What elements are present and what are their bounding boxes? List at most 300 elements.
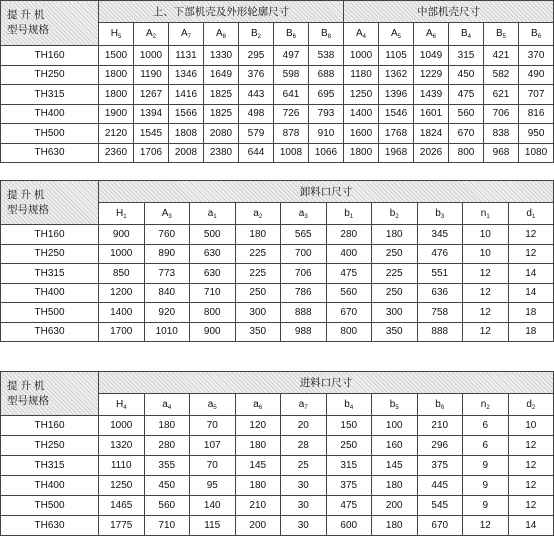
value-cell: 375	[417, 456, 463, 476]
value-cell: 12	[508, 476, 554, 496]
table-row	[1, 476, 554, 496]
column-subscript: 2	[486, 404, 490, 411]
value-cell: 1049	[414, 46, 449, 66]
value-cell: 12	[463, 303, 509, 323]
value-cell: 840	[144, 283, 190, 303]
table-row	[1, 65, 554, 85]
value-cell: 1346	[169, 65, 204, 85]
table-row	[1, 264, 554, 284]
model-header-line1: 提 升 机	[7, 188, 45, 201]
group-header-discharge: 卸料口尺寸	[99, 181, 554, 203]
table-row	[1, 322, 554, 342]
value-cell: 1250	[344, 85, 379, 105]
value-cell: 2380	[204, 143, 239, 163]
value-cell: 890	[144, 244, 190, 264]
model-cell: TH315	[1, 85, 99, 105]
value-cell: 1824	[414, 124, 449, 144]
dimension-table-casing	[0, 0, 554, 163]
column-symbol: b	[389, 207, 396, 219]
value-cell: 1706	[134, 143, 169, 163]
value-cell: 9	[463, 476, 509, 496]
value-cell: 1180	[344, 65, 379, 85]
value-cell: 6	[463, 416, 509, 436]
value-cell: 300	[372, 303, 418, 323]
value-cell: 1250	[99, 476, 145, 496]
column-subscript: 2	[395, 213, 399, 220]
column-subscript: 4	[167, 404, 172, 411]
column-header	[99, 23, 134, 46]
column-subscript: 6	[292, 34, 296, 40]
value-cell: 551	[417, 264, 463, 284]
value-cell: 1000	[99, 416, 145, 436]
column-symbol: H	[115, 207, 124, 219]
value-cell: 538	[309, 46, 344, 66]
value-cell: 315	[326, 456, 372, 476]
value-cell: 476	[417, 244, 463, 264]
value-cell: 12	[463, 322, 509, 342]
value-cell: 12	[508, 456, 554, 476]
value-cell: 1110	[99, 456, 145, 476]
column-header	[484, 23, 519, 46]
value-cell: 1396	[379, 85, 414, 105]
column-symbol: b	[435, 398, 441, 410]
table-row	[1, 303, 554, 323]
column-subscript: 4	[467, 34, 472, 40]
value-cell: 773	[144, 264, 190, 284]
value-cell: 695	[309, 85, 344, 105]
value-cell: 1545	[134, 124, 169, 144]
value-cell: 10	[463, 244, 509, 264]
column-symbol: A	[391, 28, 398, 39]
value-cell: 968	[484, 143, 519, 163]
column-symbol: d	[526, 398, 532, 410]
value-cell: 670	[417, 516, 463, 536]
column-symbol: A	[180, 28, 188, 39]
value-cell: 1600	[344, 124, 379, 144]
column-header	[134, 23, 169, 46]
value-cell: 1649	[204, 65, 239, 85]
value-cell: 1439	[414, 85, 449, 105]
column-header	[169, 23, 204, 46]
column-symbol: B	[531, 28, 538, 39]
value-cell: 498	[239, 104, 274, 124]
value-cell: 2120	[99, 124, 134, 144]
value-cell: 100	[372, 416, 418, 436]
value-cell: 1330	[204, 46, 239, 66]
value-cell: 1800	[344, 143, 379, 163]
value-cell: 888	[417, 322, 463, 342]
column-symbol: a	[207, 207, 214, 219]
value-cell: 710	[190, 283, 236, 303]
column-symbol: n	[480, 398, 487, 410]
model-header-line2: 型号规格	[7, 24, 49, 36]
column-symbol: b	[389, 398, 396, 410]
value-cell: 1229	[414, 65, 449, 85]
value-cell: 1700	[99, 322, 145, 342]
value-cell: 1000	[99, 244, 145, 264]
column-symbol: B	[285, 28, 293, 39]
value-cell: 225	[372, 264, 418, 284]
value-cell: 670	[449, 124, 484, 144]
value-cell: 12	[508, 225, 554, 245]
model-header-line1: 提 升 机	[7, 9, 45, 21]
value-cell: 760	[144, 225, 190, 245]
value-cell: 180	[235, 476, 281, 496]
column-subscript: 5	[502, 34, 507, 40]
value-cell: 636	[417, 283, 463, 303]
value-cell: 1066	[309, 143, 344, 163]
value-cell: 800	[449, 143, 484, 163]
dimension-table-feed	[0, 371, 554, 536]
value-cell: 400	[326, 244, 372, 264]
column-subscript: 2	[531, 404, 536, 411]
model-cell: TH250	[1, 244, 99, 264]
value-cell: 758	[417, 303, 463, 323]
value-cell: 14	[508, 264, 554, 284]
column-subscript: 1	[123, 213, 127, 220]
value-cell: 598	[274, 65, 309, 85]
table-row	[1, 516, 554, 536]
column-subscript: 5	[397, 34, 402, 40]
value-cell: 30	[281, 496, 327, 516]
value-cell: 12	[463, 516, 509, 536]
model-cell: TH315	[1, 456, 99, 476]
value-cell: 145	[235, 456, 281, 476]
value-cell: 1546	[379, 104, 414, 124]
column-symbol: a	[162, 398, 168, 410]
value-cell: 2080	[204, 124, 239, 144]
model-cell: TH630	[1, 322, 99, 342]
value-cell: 30	[281, 516, 327, 536]
value-cell: 200	[372, 496, 418, 516]
model-cell: TH160	[1, 416, 99, 436]
value-cell: 579	[239, 124, 274, 144]
value-cell: 30	[281, 476, 327, 496]
value-cell: 120	[235, 416, 281, 436]
value-cell: 9	[463, 496, 509, 516]
value-cell: 370	[519, 46, 554, 66]
model-cell: TH630	[1, 516, 99, 536]
column-header	[372, 394, 418, 416]
model-header-line2: 型号规格	[7, 394, 49, 407]
value-cell: 1010	[144, 322, 190, 342]
group-header-outer-casing: 上、下部机壳及外形轮廓尺寸	[99, 1, 344, 23]
value-cell: 355	[144, 456, 190, 476]
column-header	[344, 23, 379, 46]
value-cell: 180	[144, 416, 190, 436]
column-symbol: b	[344, 207, 350, 219]
model-cell: TH500	[1, 124, 99, 144]
column-subscript: 7	[187, 34, 191, 40]
table-row	[1, 496, 554, 516]
value-cell: 18	[508, 322, 554, 342]
column-symbol: B	[321, 28, 328, 39]
value-cell: 670	[326, 303, 372, 323]
model-header-line1: 提 升 机	[7, 379, 45, 392]
column-symbol: b	[435, 207, 441, 219]
value-cell: 180	[372, 516, 418, 536]
value-cell: 850	[99, 264, 145, 284]
column-header	[309, 23, 344, 46]
value-cell: 315	[449, 46, 484, 66]
model-cell: TH160	[1, 225, 99, 245]
value-cell: 1968	[379, 143, 414, 163]
value-cell: 475	[326, 496, 372, 516]
value-cell: 145	[372, 456, 418, 476]
value-cell: 1601	[414, 104, 449, 124]
value-cell: 95	[190, 476, 236, 496]
value-cell: 630	[190, 244, 236, 264]
value-cell: 1800	[99, 85, 134, 105]
value-cell: 295	[239, 46, 274, 66]
model-cell: TH250	[1, 65, 99, 85]
value-cell: 1768	[379, 124, 414, 144]
model-header-cell	[1, 1, 99, 46]
value-cell: 180	[235, 436, 281, 456]
value-cell: 1362	[379, 65, 414, 85]
value-cell: 28	[281, 436, 327, 456]
column-subscript: 3	[168, 213, 172, 220]
value-cell: 1190	[134, 65, 169, 85]
value-cell: 14	[508, 283, 554, 303]
column-symbol: A	[215, 28, 223, 39]
value-cell: 1000	[134, 46, 169, 66]
table-row	[1, 416, 554, 436]
table-row	[1, 283, 554, 303]
model-header-cell	[1, 372, 99, 416]
value-cell: 900	[99, 225, 145, 245]
value-cell: 443	[239, 85, 274, 105]
table-row	[1, 456, 554, 476]
value-cell: 988	[281, 322, 327, 342]
value-cell: 1394	[134, 104, 169, 124]
value-cell: 296	[417, 436, 463, 456]
model-cell: TH500	[1, 496, 99, 516]
value-cell: 560	[326, 283, 372, 303]
value-cell: 1500	[99, 46, 134, 66]
value-cell: 12	[463, 283, 509, 303]
value-cell: 10	[463, 225, 509, 245]
model-cell: TH400	[1, 476, 99, 496]
column-header	[508, 394, 554, 416]
value-cell: 878	[274, 124, 309, 144]
column-symbol: H	[115, 398, 124, 410]
model-header-line2: 型号规格	[7, 203, 49, 216]
value-cell: 450	[449, 65, 484, 85]
column-subscript: 7	[304, 404, 308, 411]
column-subscript: 2	[152, 34, 156, 40]
value-cell: 250	[372, 283, 418, 303]
value-cell: 6	[463, 436, 509, 456]
column-header	[274, 23, 309, 46]
value-cell: 600	[326, 516, 372, 536]
value-cell: 786	[281, 283, 327, 303]
value-cell: 1465	[99, 496, 145, 516]
column-symbol: a	[253, 398, 259, 410]
value-cell: 225	[235, 244, 281, 264]
column-header	[235, 394, 281, 416]
column-symbol: B	[496, 28, 503, 39]
column-symbol: A	[161, 207, 169, 219]
model-header-cell	[1, 181, 99, 225]
column-subscript: 4	[349, 404, 354, 411]
table-row	[1, 244, 554, 264]
value-cell: 1000	[344, 46, 379, 66]
column-symbol: a	[298, 398, 305, 410]
column-header	[463, 394, 509, 416]
value-cell: 1105	[379, 46, 414, 66]
column-header	[144, 394, 190, 416]
column-symbol: A	[145, 28, 153, 39]
value-cell: 450	[144, 476, 190, 496]
column-header	[372, 203, 418, 225]
dimension-table-discharge	[0, 180, 554, 342]
value-cell: 1320	[99, 436, 145, 456]
model-cell: TH630	[1, 143, 99, 163]
value-cell: 200	[235, 516, 281, 536]
column-symbol: H	[110, 28, 118, 39]
value-cell: 793	[309, 104, 344, 124]
value-cell: 900	[190, 322, 236, 342]
column-symbol: a	[207, 398, 214, 410]
column-header	[326, 203, 372, 225]
column-header	[144, 203, 190, 225]
value-cell: 800	[326, 322, 372, 342]
value-cell: 475	[326, 264, 372, 284]
column-symbol: b	[344, 398, 350, 410]
value-cell: 706	[281, 264, 327, 284]
model-cell: TH250	[1, 436, 99, 456]
model-cell: TH160	[1, 46, 99, 66]
column-header	[379, 23, 414, 46]
value-cell: 545	[417, 496, 463, 516]
column-header	[281, 203, 327, 225]
value-cell: 1267	[134, 85, 169, 105]
table-row	[1, 225, 554, 245]
value-cell: 1416	[169, 85, 204, 105]
value-cell: 726	[274, 104, 309, 124]
column-header	[463, 203, 509, 225]
value-cell: 345	[417, 225, 463, 245]
model-cell: TH400	[1, 104, 99, 124]
column-header	[519, 23, 554, 46]
value-cell: 150	[326, 416, 372, 436]
value-cell: 688	[309, 65, 344, 85]
value-cell: 160	[372, 436, 418, 456]
value-cell: 1775	[99, 516, 145, 536]
column-subscript: 2	[258, 213, 263, 220]
value-cell: 1400	[344, 104, 379, 124]
value-cell: 10	[508, 416, 554, 436]
value-cell: 560	[449, 104, 484, 124]
column-header	[417, 394, 463, 416]
column-subscript: 8	[327, 34, 332, 40]
group-header-middle-casing: 中部机壳尺寸	[344, 1, 554, 23]
value-cell: 2008	[169, 143, 204, 163]
column-symbol: d	[526, 207, 532, 219]
column-header	[99, 394, 145, 416]
column-header	[414, 23, 449, 46]
column-subscript: 1	[486, 213, 490, 220]
value-cell: 710	[144, 516, 190, 536]
column-header	[508, 203, 554, 225]
column-header	[281, 394, 327, 416]
value-cell: 12	[508, 244, 554, 264]
value-cell: 888	[281, 303, 327, 323]
column-subscript: 6	[537, 34, 542, 40]
column-header	[326, 394, 372, 416]
model-cell: TH500	[1, 303, 99, 323]
table-row	[1, 46, 554, 66]
value-cell: 350	[372, 322, 418, 342]
value-cell: 9	[463, 456, 509, 476]
value-cell: 300	[235, 303, 281, 323]
value-cell: 490	[519, 65, 554, 85]
table-row	[1, 85, 554, 105]
value-cell: 350	[235, 322, 281, 342]
value-cell: 12	[508, 436, 554, 456]
column-subscript: 6	[440, 404, 445, 411]
value-cell: 1808	[169, 124, 204, 144]
value-cell: 560	[144, 496, 190, 516]
value-cell: 950	[519, 124, 554, 144]
value-cell: 641	[274, 85, 309, 105]
value-cell: 700	[281, 244, 327, 264]
value-cell: 475	[449, 85, 484, 105]
value-cell: 280	[326, 225, 372, 245]
value-cell: 210	[235, 496, 281, 516]
value-cell: 706	[484, 104, 519, 124]
column-symbol: B	[461, 28, 468, 39]
value-cell: 621	[484, 85, 519, 105]
column-header	[190, 203, 236, 225]
column-subscript: 5	[395, 404, 399, 411]
value-cell: 280	[144, 436, 190, 456]
value-cell: 1008	[274, 143, 309, 163]
column-symbol: n	[480, 207, 487, 219]
value-cell: 800	[190, 303, 236, 323]
column-subscript: 4	[362, 34, 367, 40]
column-subscript: 3	[440, 213, 445, 220]
value-cell: 1400	[99, 303, 145, 323]
value-cell: 70	[190, 456, 236, 476]
value-cell: 18	[508, 303, 554, 323]
value-cell: 225	[235, 264, 281, 284]
value-cell: 644	[239, 143, 274, 163]
value-cell: 250	[326, 436, 372, 456]
value-cell: 2360	[99, 143, 134, 163]
column-subscript: 6	[258, 404, 263, 411]
column-symbol: a	[253, 207, 259, 219]
group-header-feed: 进料口尺寸	[99, 372, 554, 394]
value-cell: 1080	[519, 143, 554, 163]
value-cell: 25	[281, 456, 327, 476]
value-cell: 816	[519, 104, 554, 124]
table-body	[1, 46, 554, 163]
value-cell: 115	[190, 516, 236, 536]
table-body	[1, 416, 554, 536]
column-symbol: A	[356, 28, 363, 39]
value-cell: 107	[190, 436, 236, 456]
column-header	[449, 23, 484, 46]
value-cell: 70	[190, 416, 236, 436]
column-subscript: 1	[213, 213, 217, 220]
value-cell: 180	[235, 225, 281, 245]
value-cell: 250	[372, 244, 418, 264]
value-cell: 1825	[204, 85, 239, 105]
value-cell: 497	[274, 46, 309, 66]
table-row	[1, 104, 554, 124]
